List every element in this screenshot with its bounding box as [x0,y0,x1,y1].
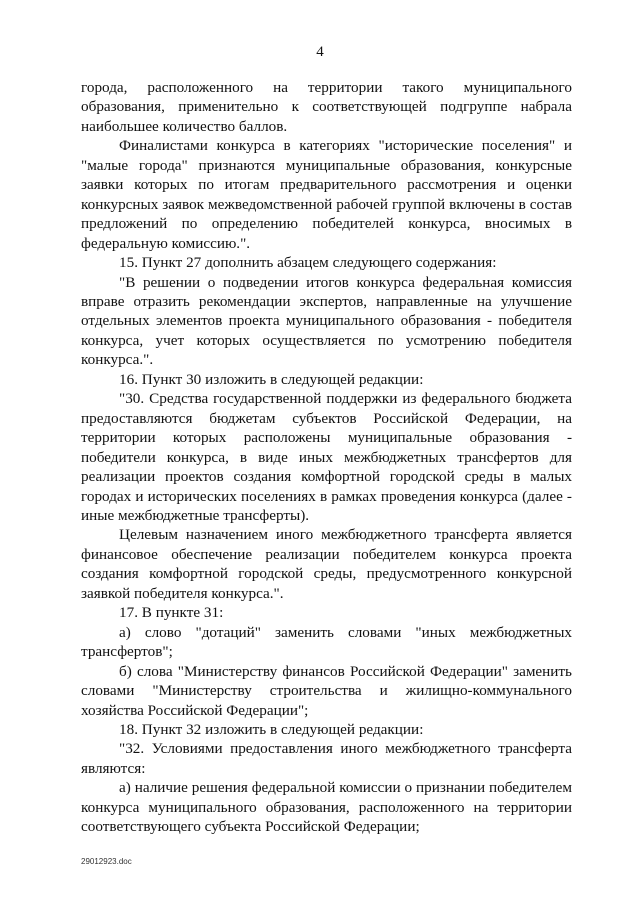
paragraph-2: Финалистами конкурса в категориях "исторические поселения" и "малые города" признаются муниципальные образования, конкурсные заявки которых по итогам предварительного рассмотрения и оценки конкурсных заявок межведомственной рабочей группой включены в состав предложений по определению победителей конкурса, вносимых в федеральную комиссию.". [81,137,572,252]
paragraph-9: а) слово "дотаций" заменить словами "иных межбюджетных трансфертов"; [81,623,572,661]
paragraph-7: Целевым назначением иного межбюджетного трансферта является финансовое обеспечение реализации победителем конкурса проекта создания комфортной городской среды, предусмотренного конкурсной заявкой победителя конкурса.". [81,526,572,602]
paragraph-13: а) наличие решения федеральной комиссии о признании победителем конкурса муниципального образования, расположенного на территории соответствующего субъекта Российской Федерации; [81,779,572,836]
paragraph-6: "30. Средства государственной поддержки из федерального бюджета предоставляются бюджетам субъектов Российской Федерации, на территории которых расположены муниципальные образования - победители конкурса, в виде иных межбюджетных трансфертов для реализации проектов создания комфортной городской среды в малых городах и исторических поселениях в рамках проведения конкурса (далее - иные межбюджетные трансферты). [81,390,572,524]
paragraph-4: "В решении о подведении итогов конкурса федеральная комиссия вправе отразить рекомендации экспертов, направленные на улучшение отдельных элементов проекта муниципального образования - победителя конкурса, учет которых осуществляется по усмотрению победителя конкурса.". [81,273,572,369]
paragraph-5: 16. Пункт 30 изложить в следующей редакции: [119,370,424,388]
paragraph-10: б) слова "Министерству финансов Российской Федерации" заменить словами "Министерству строительства и жилищно-коммунального хозяйства Российской Федерации"; [81,662,572,719]
footer-filename: 29012923.doc [81,857,132,866]
document-body [81,78,572,837]
paragraph-1: города, расположенного на территории такого муниципального образования, применительно к соответствующей подгруппе набрала наибольшее количество баллов. [81,79,572,135]
paragraph-8: 17. В пункте 31: [119,604,224,622]
paragraph-11: 18. Пункт 32 изложить в следующей редакции: [119,720,424,738]
paragraph-12: "32. Условиями предоставления иного межбюджетного трансферта являются: [81,740,572,777]
paragraph-3: 15. Пункт 27 дополнить абзацем следующего содержания: [119,254,497,272]
page-number: 4 [316,44,324,60]
